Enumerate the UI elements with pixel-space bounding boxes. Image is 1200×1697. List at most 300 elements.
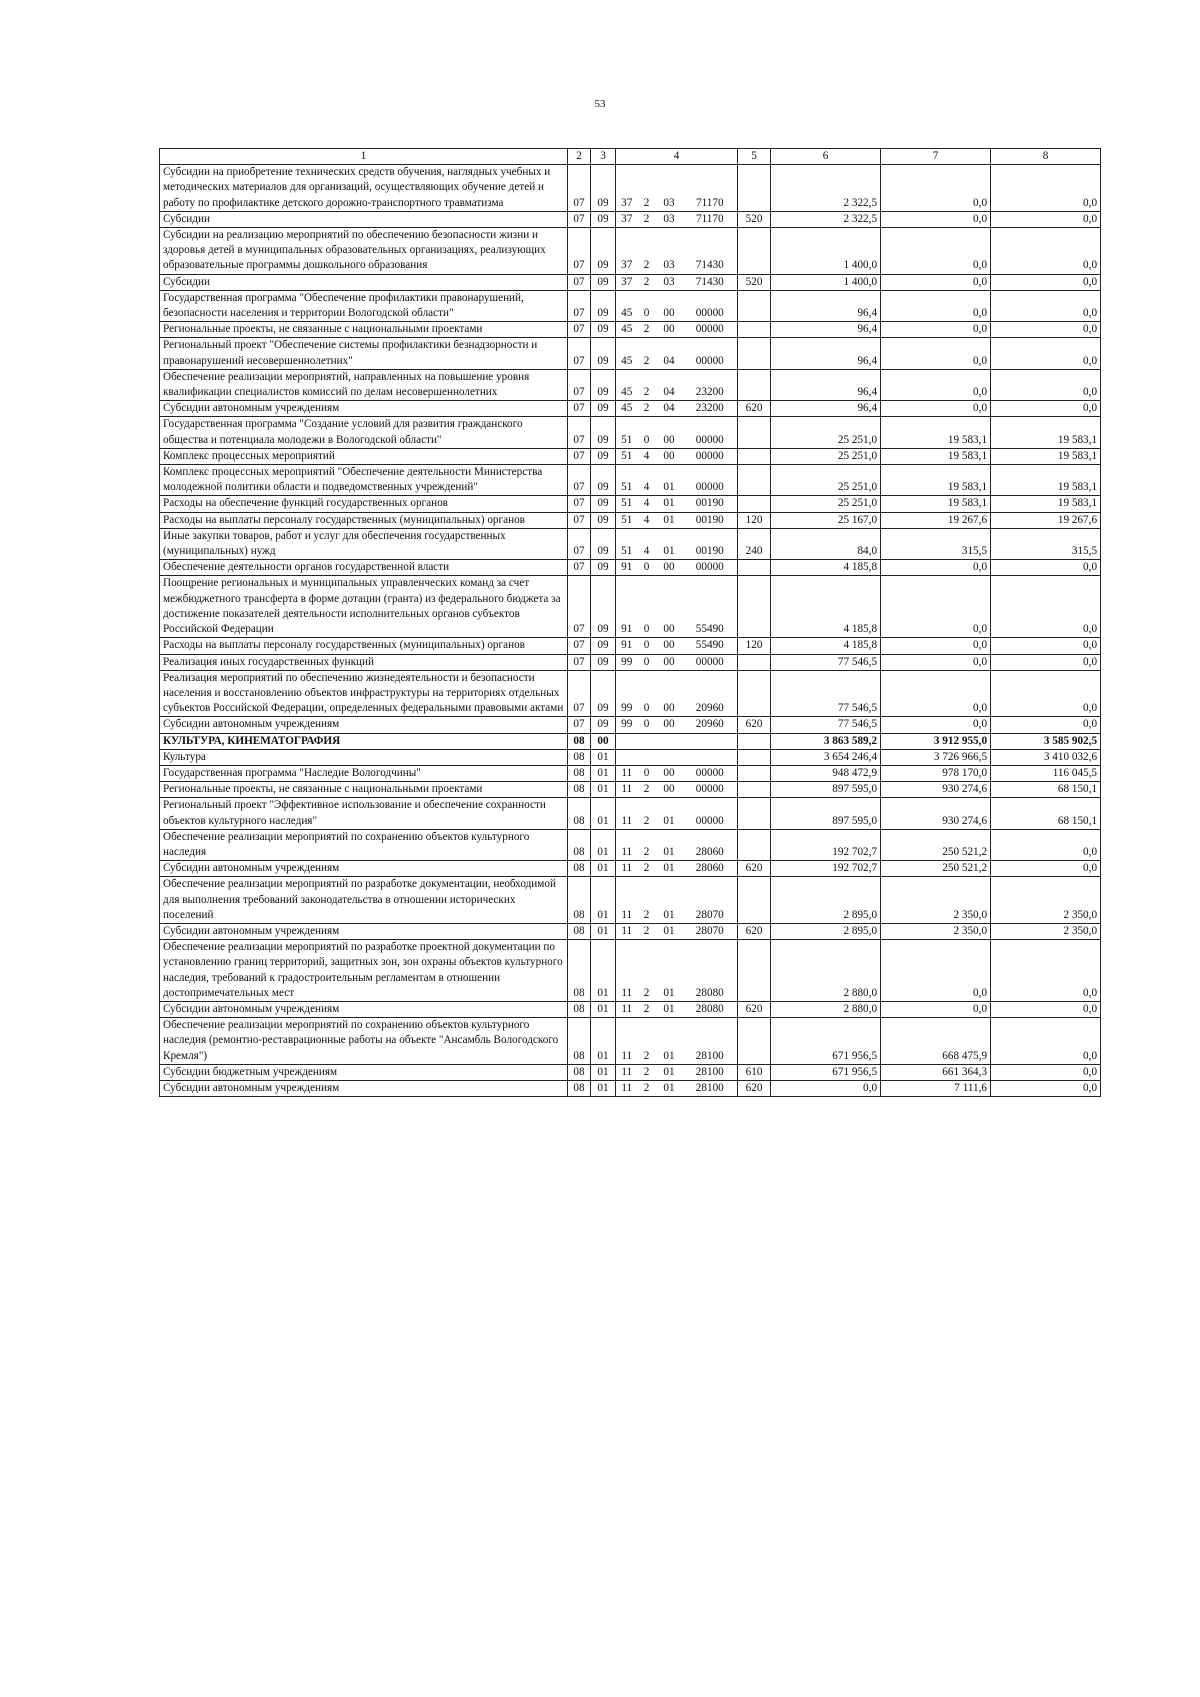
direction-code — [683, 749, 738, 765]
amount-year-1: 671 956,5 — [771, 1018, 881, 1065]
amount-year-2: 0,0 — [881, 211, 991, 227]
subsection-code: 01 — [591, 923, 616, 939]
row-name: Субсидии автономным учреждениям — [160, 401, 568, 417]
amount-year-1: 77 546,5 — [771, 717, 881, 733]
section-code: 08 — [568, 877, 591, 924]
subprogram-code: 2 — [638, 274, 656, 290]
table-row — [160, 1080, 1101, 1096]
direction-code: 00000 — [683, 465, 738, 496]
amount-year-1: 96,4 — [771, 401, 881, 417]
table-row — [160, 448, 1101, 464]
amount-year-2: 978 170,0 — [881, 765, 991, 781]
table-row — [160, 877, 1101, 924]
amount-year-1: 948 472,9 — [771, 765, 881, 781]
section-code: 07 — [568, 448, 591, 464]
amount-year-3: 68 150,1 — [991, 782, 1101, 798]
amount-year-1: 4 185,8 — [771, 560, 881, 576]
header-cell: 4 — [616, 149, 738, 165]
direction-code: 28060 — [683, 829, 738, 860]
section-code: 07 — [568, 211, 591, 227]
section-code: 08 — [568, 782, 591, 798]
amount-year-3: 19 583,1 — [991, 448, 1101, 464]
amount-year-2: 0,0 — [881, 670, 991, 717]
direction-code: 28070 — [683, 923, 738, 939]
amount-year-1: 897 595,0 — [771, 782, 881, 798]
section-code: 08 — [568, 1018, 591, 1065]
subsection-code: 09 — [591, 717, 616, 733]
amount-year-3: 0,0 — [991, 560, 1101, 576]
header-cell: 2 — [568, 149, 591, 165]
row-name: Обеспечение реализации мероприятий по сохранению объектов культурного наследия — [160, 829, 568, 860]
direction-code: 00000 — [683, 654, 738, 670]
amount-year-2: 315,5 — [881, 528, 991, 559]
amount-year-1: 1 400,0 — [771, 228, 881, 275]
table-row — [160, 322, 1101, 338]
expense-type-code: 620 — [738, 923, 771, 939]
amount-year-2: 7 111,6 — [881, 1080, 991, 1096]
expense-type-code: 620 — [738, 401, 771, 417]
subsection-code: 09 — [591, 211, 616, 227]
program-code: 51 — [616, 496, 638, 512]
expense-type-code — [738, 749, 771, 765]
section-code: 07 — [568, 401, 591, 417]
subsection-code: 01 — [591, 765, 616, 781]
amount-year-3: 0,0 — [991, 369, 1101, 400]
row-name: Поощрение региональных и муниципальных управленческих команд за счет межбюджетного трансферта в форме дотации (гранта) из федерального бюджета за достижение показателей деятельности исполнительных органов субъектов Российской Федерации — [160, 576, 568, 638]
structure-code: 04 — [656, 401, 683, 417]
amount-year-2: 19 583,1 — [881, 448, 991, 464]
amount-year-3: 0,0 — [991, 576, 1101, 638]
structure-code: 03 — [656, 165, 683, 212]
direction-code: 00000 — [683, 782, 738, 798]
subsection-code: 01 — [591, 1064, 616, 1080]
amount-year-1: 2 880,0 — [771, 1001, 881, 1017]
expense-type-code — [738, 829, 771, 860]
table-row — [160, 369, 1101, 400]
direction-code: 28070 — [683, 877, 738, 924]
amount-year-2: 0,0 — [881, 290, 991, 321]
amount-year-1: 25 251,0 — [771, 465, 881, 496]
direction-code: 00000 — [683, 290, 738, 321]
direction-code: 20960 — [683, 717, 738, 733]
subsection-code: 09 — [591, 560, 616, 576]
program-code: 45 — [616, 401, 638, 417]
structure-code: 01 — [656, 829, 683, 860]
amount-year-3: 315,5 — [991, 528, 1101, 559]
structure-code: 01 — [656, 861, 683, 877]
structure-code: 01 — [656, 1018, 683, 1065]
expense-type-code — [738, 496, 771, 512]
row-name: Расходы на выплаты персоналу государственных (муниципальных) органов — [160, 512, 568, 528]
amount-year-2: 19 267,6 — [881, 512, 991, 528]
subprogram-code: 2 — [638, 940, 656, 1002]
subsection-code: 01 — [591, 749, 616, 765]
row-name: Региональные проекты, не связанные с национальными проектами — [160, 322, 568, 338]
table-row — [160, 1018, 1101, 1065]
header-cell: 5 — [738, 149, 771, 165]
subsection-code: 01 — [591, 829, 616, 860]
expense-type-code — [738, 576, 771, 638]
expense-type-code: 610 — [738, 1064, 771, 1080]
structure-code: 00 — [656, 638, 683, 654]
structure-code: 01 — [656, 528, 683, 559]
expense-type-code — [738, 940, 771, 1002]
direction-code: 23200 — [683, 401, 738, 417]
section-code: 07 — [568, 322, 591, 338]
section-code: 07 — [568, 560, 591, 576]
structure-code: 01 — [656, 877, 683, 924]
amount-year-2: 0,0 — [881, 717, 991, 733]
header-cell: 8 — [991, 149, 1101, 165]
table-row — [160, 654, 1101, 670]
subsection-code: 09 — [591, 417, 616, 448]
amount-year-2: 0,0 — [881, 165, 991, 212]
amount-year-2: 0,0 — [881, 576, 991, 638]
subprogram-code: 4 — [638, 496, 656, 512]
amount-year-3: 0,0 — [991, 861, 1101, 877]
subprogram-code: 4 — [638, 465, 656, 496]
page-number: 53 — [594, 98, 606, 110]
structure-code: 01 — [656, 798, 683, 829]
section-code: 08 — [568, 940, 591, 1002]
expense-type-code: 620 — [738, 1080, 771, 1096]
program-code: 91 — [616, 638, 638, 654]
expense-type-code — [738, 228, 771, 275]
amount-year-2: 0,0 — [881, 560, 991, 576]
amount-year-3: 0,0 — [991, 717, 1101, 733]
amount-year-2: 668 475,9 — [881, 1018, 991, 1065]
amount-year-1: 192 702,7 — [771, 829, 881, 860]
table-row — [160, 560, 1101, 576]
subsection-code: 01 — [591, 861, 616, 877]
program-code: 99 — [616, 670, 638, 717]
amount-year-2: 3 726 966,5 — [881, 749, 991, 765]
row-name: Государственная программа "Наследие Вологодчины" — [160, 765, 568, 781]
direction-code: 00000 — [683, 417, 738, 448]
amount-year-3: 0,0 — [991, 274, 1101, 290]
section-code: 07 — [568, 338, 591, 369]
row-name: Иные закупки товаров, работ и услуг для обеспечения государственных (муниципальных) нужд — [160, 528, 568, 559]
direction-code — [683, 733, 738, 749]
section-code: 07 — [568, 670, 591, 717]
program-code: 51 — [616, 528, 638, 559]
amount-year-1: 84,0 — [771, 528, 881, 559]
table-row — [160, 338, 1101, 369]
amount-year-2: 0,0 — [881, 401, 991, 417]
row-name: Обеспечение реализации мероприятий по разработке документации, необходимой для выполнения требований законодательства в отношении исторических поселений — [160, 877, 568, 924]
subsection-code: 09 — [591, 670, 616, 717]
direction-code: 28100 — [683, 1018, 738, 1065]
section-code: 07 — [568, 528, 591, 559]
expense-type-code — [738, 560, 771, 576]
section-code: 07 — [568, 638, 591, 654]
table-row — [160, 417, 1101, 448]
section-code: 07 — [568, 228, 591, 275]
direction-code: 55490 — [683, 638, 738, 654]
amount-year-3: 0,0 — [991, 165, 1101, 212]
program-code: 91 — [616, 560, 638, 576]
expense-type-code: 120 — [738, 638, 771, 654]
table-row — [160, 670, 1101, 717]
row-name: Реализация мероприятий по обеспечению жизнедеятельности и безопасности населения и восстановлению объектов инфраструктуры на территориях отдельных субъектов Российской Федерации, определенных федеральными правовыми актами — [160, 670, 568, 717]
section-code: 07 — [568, 274, 591, 290]
direction-code: 71430 — [683, 274, 738, 290]
direction-code: 00190 — [683, 496, 738, 512]
expense-type-code — [738, 877, 771, 924]
amount-year-1: 3 863 589,2 — [771, 733, 881, 749]
amount-year-2: 930 274,6 — [881, 798, 991, 829]
expense-type-code — [738, 654, 771, 670]
section-code: 07 — [568, 290, 591, 321]
subprogram-code: 0 — [638, 717, 656, 733]
program-code: 11 — [616, 877, 638, 924]
direction-code: 00190 — [683, 528, 738, 559]
section-code: 07 — [568, 717, 591, 733]
program-code: 51 — [616, 448, 638, 464]
amount-year-2: 0,0 — [881, 322, 991, 338]
row-name: Субсидии автономным учреждениям — [160, 1080, 568, 1096]
amount-year-1: 4 185,8 — [771, 638, 881, 654]
amount-year-2: 661 364,3 — [881, 1064, 991, 1080]
section-code: 07 — [568, 576, 591, 638]
direction-code: 28100 — [683, 1064, 738, 1080]
amount-year-1: 671 956,5 — [771, 1064, 881, 1080]
table-row — [160, 749, 1101, 765]
row-name: Субсидии автономным учреждениям — [160, 923, 568, 939]
structure-code: 00 — [656, 560, 683, 576]
program-code: 99 — [616, 654, 638, 670]
amount-year-3: 0,0 — [991, 401, 1101, 417]
amount-year-1: 96,4 — [771, 290, 881, 321]
subsection-code: 09 — [591, 638, 616, 654]
direction-code: 00000 — [683, 448, 738, 464]
subprogram-code: 2 — [638, 322, 656, 338]
amount-year-3: 0,0 — [991, 1001, 1101, 1017]
row-name: Культура — [160, 749, 568, 765]
direction-code: 00000 — [683, 765, 738, 781]
expense-type-code — [738, 338, 771, 369]
table-row — [160, 512, 1101, 528]
section-code: 08 — [568, 1080, 591, 1096]
row-name: Обеспечение деятельности органов государственной власти — [160, 560, 568, 576]
subsection-code: 09 — [591, 165, 616, 212]
subprogram-code — [638, 749, 656, 765]
table-row — [160, 401, 1101, 417]
row-name: Государственная программа "Создание условий для развития гражданского общества и потенциала молодежи в Вологодской области" — [160, 417, 568, 448]
section-code: 08 — [568, 749, 591, 765]
amount-year-3: 0,0 — [991, 654, 1101, 670]
program-code: 11 — [616, 765, 638, 781]
expense-type-code — [738, 465, 771, 496]
table-row — [160, 496, 1101, 512]
table-row — [160, 940, 1101, 1002]
amount-year-2: 0,0 — [881, 274, 991, 290]
table-row — [160, 274, 1101, 290]
table-body — [160, 165, 1101, 1097]
expense-type-code: 120 — [738, 512, 771, 528]
expense-type-code — [738, 765, 771, 781]
amount-year-1: 25 251,0 — [771, 417, 881, 448]
structure-code: 03 — [656, 274, 683, 290]
expense-type-code: 620 — [738, 861, 771, 877]
amount-year-3: 0,0 — [991, 338, 1101, 369]
subsection-code: 09 — [591, 322, 616, 338]
table-row — [160, 829, 1101, 860]
expense-type-code: 620 — [738, 717, 771, 733]
subsection-code: 09 — [591, 528, 616, 559]
structure-code: 04 — [656, 338, 683, 369]
subprogram-code: 0 — [638, 576, 656, 638]
program-code: 45 — [616, 369, 638, 400]
program-code: 37 — [616, 228, 638, 275]
row-name: Региональный проект "Эффективное использование и обеспечение сохранности объектов культурного наследия" — [160, 798, 568, 829]
structure-code — [656, 733, 683, 749]
table-row — [160, 1064, 1101, 1080]
program-code: 51 — [616, 417, 638, 448]
expense-type-code: 620 — [738, 1001, 771, 1017]
program-code: 11 — [616, 829, 638, 860]
program-code: 45 — [616, 290, 638, 321]
subsection-code: 09 — [591, 465, 616, 496]
expense-type-code — [738, 165, 771, 212]
subprogram-code: 2 — [638, 338, 656, 369]
subprogram-code: 0 — [638, 638, 656, 654]
structure-code: 01 — [656, 512, 683, 528]
structure-code: 01 — [656, 1001, 683, 1017]
header-cell: 7 — [881, 149, 991, 165]
table-row — [160, 211, 1101, 227]
amount-year-1: 0,0 — [771, 1080, 881, 1096]
amount-year-1: 2 322,5 — [771, 165, 881, 212]
section-code: 08 — [568, 923, 591, 939]
amount-year-1: 2 895,0 — [771, 877, 881, 924]
subprogram-code: 0 — [638, 670, 656, 717]
expense-type-code — [738, 798, 771, 829]
header-cell: 3 — [591, 149, 616, 165]
expense-type-code — [738, 448, 771, 464]
amount-year-3: 3 410 032,6 — [991, 749, 1101, 765]
program-code: 11 — [616, 1080, 638, 1096]
expense-type-code — [738, 369, 771, 400]
table-row — [160, 717, 1101, 733]
amount-year-3: 68 150,1 — [991, 798, 1101, 829]
section-code: 08 — [568, 861, 591, 877]
subsection-code: 01 — [591, 1080, 616, 1096]
table-row — [160, 861, 1101, 877]
subprogram-code: 2 — [638, 877, 656, 924]
subprogram-code: 2 — [638, 782, 656, 798]
amount-year-3: 116 045,5 — [991, 765, 1101, 781]
program-code: 11 — [616, 861, 638, 877]
amount-year-1: 96,4 — [771, 369, 881, 400]
amount-year-3: 0,0 — [991, 1080, 1101, 1096]
amount-year-3: 2 350,0 — [991, 923, 1101, 939]
program-code: 11 — [616, 940, 638, 1002]
subprogram-code: 0 — [638, 290, 656, 321]
amount-year-1: 897 595,0 — [771, 798, 881, 829]
subprogram-code: 2 — [638, 165, 656, 212]
structure-code: 00 — [656, 576, 683, 638]
amount-year-2: 3 912 955,0 — [881, 733, 991, 749]
section-code: 08 — [568, 1064, 591, 1080]
program-code: 51 — [616, 512, 638, 528]
direction-code: 28080 — [683, 940, 738, 1002]
section-code: 07 — [568, 512, 591, 528]
subsection-code: 00 — [591, 733, 616, 749]
amount-year-2: 0,0 — [881, 369, 991, 400]
subsection-code: 09 — [591, 290, 616, 321]
program-code: 45 — [616, 322, 638, 338]
amount-year-3: 0,0 — [991, 638, 1101, 654]
subprogram-code: 2 — [638, 798, 656, 829]
direction-code: 71430 — [683, 228, 738, 275]
table-row — [160, 576, 1101, 638]
subprogram-code: 2 — [638, 923, 656, 939]
row-name: Региональные проекты, не связанные с национальными проектами — [160, 782, 568, 798]
structure-code: 01 — [656, 923, 683, 939]
amount-year-3: 19 583,1 — [991, 417, 1101, 448]
structure-code: 00 — [656, 654, 683, 670]
subsection-code: 09 — [591, 448, 616, 464]
header-cell: 1 — [160, 149, 568, 165]
table-row — [160, 638, 1101, 654]
section-code: 08 — [568, 765, 591, 781]
row-name: Субсидии бюджетным учреждениям — [160, 1064, 568, 1080]
table-row — [160, 782, 1101, 798]
amount-year-2: 250 521,2 — [881, 829, 991, 860]
structure-code: 00 — [656, 782, 683, 798]
row-name: Комплекс процессных мероприятий — [160, 448, 568, 464]
section-code: 08 — [568, 829, 591, 860]
direction-code: 23200 — [683, 369, 738, 400]
structure-code: 00 — [656, 290, 683, 321]
structure-code: 00 — [656, 670, 683, 717]
amount-year-3: 0,0 — [991, 940, 1101, 1002]
amount-year-3: 0,0 — [991, 290, 1101, 321]
expense-type-code — [738, 1018, 771, 1065]
row-name: Обеспечение реализации мероприятий по сохранению объектов культурного наследия (ремонтно-реставрационные работы на объекте "Ансамбль Вологодского Кремля") — [160, 1018, 568, 1065]
subsection-code: 01 — [591, 877, 616, 924]
section-code: 07 — [568, 417, 591, 448]
subprogram-code: 2 — [638, 1018, 656, 1065]
structure-code: 01 — [656, 496, 683, 512]
section-code: 08 — [568, 1001, 591, 1017]
subprogram-code: 2 — [638, 228, 656, 275]
table-row — [160, 228, 1101, 275]
program-code — [616, 733, 638, 749]
program-code: 37 — [616, 211, 638, 227]
subprogram-code: 2 — [638, 401, 656, 417]
subsection-code: 09 — [591, 576, 616, 638]
program-code: 37 — [616, 274, 638, 290]
subprogram-code: 0 — [638, 654, 656, 670]
header-cell: 6 — [771, 149, 881, 165]
amount-year-1: 2 322,5 — [771, 211, 881, 227]
table-row — [160, 923, 1101, 939]
row-name: Субсидии на реализацию мероприятий по обеспечению безопасности жизни и здоровья детей в муниципальных образовательных организациях, реализующих образовательные программы дошкольного образования — [160, 228, 568, 275]
direction-code: 20960 — [683, 670, 738, 717]
structure-code: 04 — [656, 369, 683, 400]
subsection-code: 09 — [591, 369, 616, 400]
program-code: 11 — [616, 798, 638, 829]
table-row — [160, 733, 1101, 749]
subprogram-code: 2 — [638, 1064, 656, 1080]
amount-year-2: 2 350,0 — [881, 877, 991, 924]
amount-year-2: 2 350,0 — [881, 923, 991, 939]
subprogram-code: 2 — [638, 1001, 656, 1017]
amount-year-3: 0,0 — [991, 1064, 1101, 1080]
table-row — [160, 528, 1101, 559]
